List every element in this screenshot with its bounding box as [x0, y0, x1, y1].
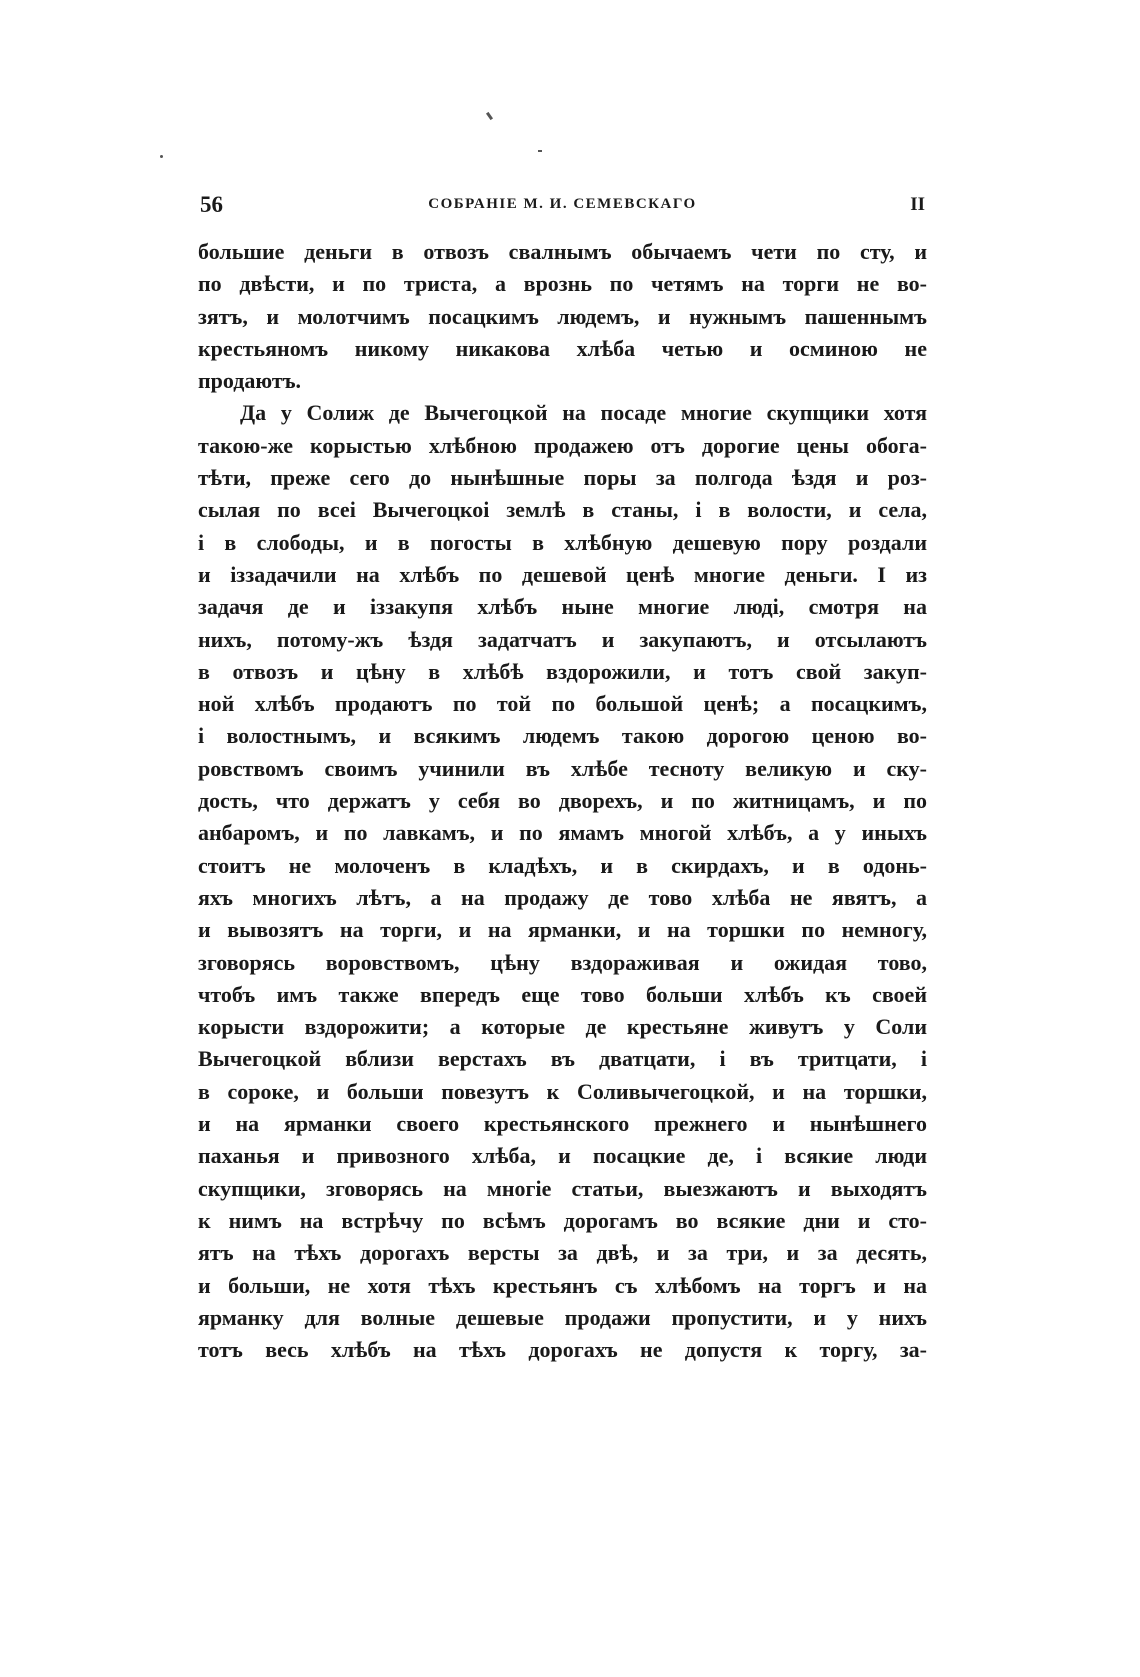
text-line: яхъ многихъ лѣтъ, а на продажу де тово хлѣба не явятъ, а — [198, 884, 927, 910]
text-line: такою-же корыстью хлѣбною продажею отъ дорогие цены обога- — [198, 432, 927, 458]
print-speck — [486, 112, 493, 120]
running-title: СОБРАНІЕ М. И. СЕМЕВСКАГО — [428, 196, 697, 212]
page-header — [200, 192, 925, 220]
text-line: дость, что держатъ у себя во дворехъ, и по житницамъ, и по — [198, 788, 927, 814]
text-line: нихъ, потому-жъ ѣздя задатчатъ и закупаютъ, и отсылаютъ — [198, 626, 927, 652]
section-mark: II — [910, 194, 925, 215]
text-line: задачя де и іззакупя хлѣбъ ныне многие люді, смотря на — [198, 594, 927, 620]
text-line: и вывозятъ на торги, и на ярманки, и на торшки по немногу, — [198, 917, 927, 943]
text-line: ятъ на тѣхъ дорогахъ версты за двѣ, и за три, и за десять, — [198, 1240, 927, 1266]
text-line: стоитъ не молоченъ в кладѣхъ, и в скирдахъ, и в одонь- — [198, 852, 927, 878]
print-speck — [160, 155, 163, 158]
text-line: и на ярманки своего крестьянского прежнего и нынѣшнего — [198, 1111, 927, 1137]
text-line: крестьяномъ никому никакова хлѣба четью и осминою не — [198, 335, 927, 361]
text-line: і в слободы, и в погосты в хлѣбную дешевую пору роздали — [198, 529, 927, 555]
text-line: тотъ весь хлѣбъ на тѣхъ дорогахъ не допустя к торгу, за- — [198, 1337, 927, 1363]
text-line: корысти вздорожити; а которые де крестьяне живутъ у Соли — [198, 1014, 927, 1040]
page-number: 56 — [200, 192, 223, 217]
text-line: чтобъ имъ также впередъ еще тово больши хлѣбъ къ своей — [198, 981, 927, 1007]
print-speck — [538, 150, 542, 152]
text-line: к нимъ на встрѣчу по всѣмъ дорогамъ во всякие дни и сто- — [198, 1207, 927, 1233]
text-line: анбаромъ, и по лавкамъ, и по ямамъ многой хлѣбъ, а у иныхъ — [198, 820, 927, 846]
text-line: паханья и привозного хлѣба, и посацкие де, і всякие люди — [198, 1143, 927, 1169]
text-line: скупщики, зговорясь на многіе статьи, выезжаютъ и выходятъ — [198, 1175, 927, 1201]
text-line: в отвозъ и цѣну в хлѣбѣ вздорожили, и тотъ свой закуп- — [198, 658, 927, 684]
text-line: и іззадачили на хлѣбъ по дешевой ценѣ многие деньги. І из — [198, 561, 927, 587]
text-line: ярманку для волные дешевые продажи пропустити, и у нихъ — [198, 1304, 927, 1330]
text-line: и больши, не хотя тѣхъ крестьянъ съ хлѣбомъ на торгъ и на — [198, 1272, 927, 1298]
paragraph-first-line: Да у Солиж де Вычегоцкой на посаде многие скупщики хотя — [240, 400, 927, 426]
text-line: сылая по всеі Вычегоцкоі землѣ в станы, і в волости, и села, — [198, 497, 927, 523]
text-line: большие деньги в отвозъ свалнымъ обычаемъ чети по сту, и — [198, 239, 927, 264]
text-line: Вычегоцкой вблизи верстахъ въ дватцати, і въ тритцати, і — [198, 1046, 927, 1072]
body-text — [198, 236, 927, 1366]
text-line: зятъ, и молотчимъ посацкимъ людемъ, и нужнымъ пашеннымъ — [198, 303, 927, 329]
text-line: зговорясь воровствомъ, цѣну вздораживая и ожидая тово, — [198, 949, 927, 975]
text-line: по двѣсти, и по триста, а врознь по четямъ на торги не во- — [198, 271, 927, 297]
text-line: продаютъ. — [198, 368, 302, 394]
text-line: ровствомъ своимъ учинили въ хлѣбе тесноту великую и ску- — [198, 755, 927, 781]
text-line: і волостнымъ, и всякимъ людемъ такою дорогою ценою во- — [198, 723, 927, 749]
text-line: в сороке, и больши повезутъ к Соливычегоцкой, и на торшки, — [198, 1078, 927, 1104]
text-line: тѣти, преже сего до нынѣшные поры за полгода ѣздя и роз- — [198, 465, 927, 491]
text-line: ной хлѣбъ продаютъ по той по большой ценѣ; а посацкимъ, — [198, 691, 927, 717]
